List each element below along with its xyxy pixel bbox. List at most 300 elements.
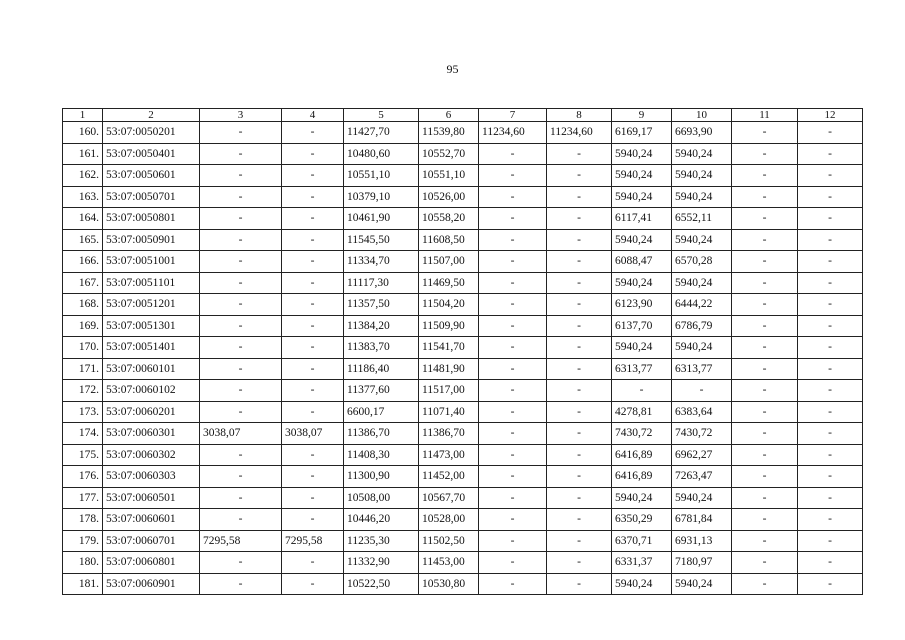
table-cell: - [798, 380, 863, 402]
table-cell: - [282, 487, 344, 509]
table-cell: - [547, 251, 612, 273]
table-cell: 6088,47 [612, 251, 672, 273]
table-cell: 6781,84 [672, 509, 732, 531]
table-cell: - [479, 315, 547, 337]
table-cell: - [798, 358, 863, 380]
table-cell: - [282, 444, 344, 466]
table-cell: - [547, 573, 612, 595]
table-cell: 53:07:0050601 [103, 165, 200, 187]
table-cell: 165. [63, 229, 103, 251]
table-row [63, 401, 863, 423]
table-cell: 53:07:0060601 [103, 509, 200, 531]
table-cell: 11383,70 [344, 337, 419, 359]
table-row [63, 358, 863, 380]
column-header-10: 10 [672, 109, 732, 122]
table-cell: 11502,50 [419, 530, 479, 552]
column-header-12: 12 [798, 109, 863, 122]
table-cell: 53:07:0060301 [103, 423, 200, 445]
table-cell: - [479, 143, 547, 165]
table-cell: 11507,00 [419, 251, 479, 273]
table-cell: - [732, 358, 798, 380]
table-cell: - [479, 337, 547, 359]
table-cell: - [200, 272, 282, 294]
table-cell: 5940,24 [612, 186, 672, 208]
table-cell: - [200, 444, 282, 466]
table-cell: 5940,24 [612, 337, 672, 359]
table-cell: 6552,11 [672, 208, 732, 230]
table-cell: 178. [63, 509, 103, 531]
table-cell: - [479, 272, 547, 294]
table-cell: 6416,89 [612, 466, 672, 488]
table-cell: - [547, 401, 612, 423]
table-cell: - [732, 380, 798, 402]
table-cell: - [282, 358, 344, 380]
table-cell: - [282, 122, 344, 144]
column-header-8: 8 [547, 109, 612, 122]
table-cell: 11545,50 [344, 229, 419, 251]
table-cell: 170. [63, 337, 103, 359]
table-cell: 4278,81 [612, 401, 672, 423]
table-cell: 171. [63, 358, 103, 380]
table-cell: 53:07:0051401 [103, 337, 200, 359]
table-cell: 10552,70 [419, 143, 479, 165]
table-cell: 11234,60 [547, 122, 612, 144]
table-cell: 11541,70 [419, 337, 479, 359]
table-cell: - [200, 466, 282, 488]
table-cell: 5940,24 [612, 272, 672, 294]
table-cell: - [547, 466, 612, 488]
table-cell: - [732, 530, 798, 552]
table-cell: - [479, 487, 547, 509]
table-cell: 11452,00 [419, 466, 479, 488]
table-cell: 11300,90 [344, 466, 419, 488]
table-cell: 53:07:0060801 [103, 552, 200, 574]
table-row [63, 186, 863, 208]
table-cell: 11377,60 [344, 380, 419, 402]
table-row [63, 122, 863, 144]
table-cell: 11473,00 [419, 444, 479, 466]
table-cell: 10558,20 [419, 208, 479, 230]
table-cell: - [798, 143, 863, 165]
table-cell: 11235,30 [344, 530, 419, 552]
table-cell: 53:07:0060501 [103, 487, 200, 509]
table-cell: - [479, 208, 547, 230]
table-cell: - [547, 208, 612, 230]
column-header-7: 7 [479, 109, 547, 122]
table-cell: 6123,90 [612, 294, 672, 316]
table-cell: 179. [63, 530, 103, 552]
table-cell: 53:07:0060901 [103, 573, 200, 595]
column-header-3: 3 [200, 109, 282, 122]
table-cell: 53:07:0050901 [103, 229, 200, 251]
table-cell: - [200, 165, 282, 187]
table-cell: 11469,50 [419, 272, 479, 294]
table-cell: - [547, 358, 612, 380]
table-cell: 7295,58 [282, 530, 344, 552]
table-cell: - [798, 294, 863, 316]
table-cell: - [200, 401, 282, 423]
table-cell: 174. [63, 423, 103, 445]
table-cell: 6962,27 [672, 444, 732, 466]
table-cell: - [547, 337, 612, 359]
table-cell: - [282, 251, 344, 273]
table-cell: 11453,00 [419, 552, 479, 574]
table-cell: 181. [63, 573, 103, 595]
table-cell: - [732, 208, 798, 230]
table-cell: 173. [63, 401, 103, 423]
table-cell: - [798, 509, 863, 531]
table-cell: 10446,20 [344, 509, 419, 531]
table-cell: 6331,37 [612, 552, 672, 574]
table-cell: - [547, 315, 612, 337]
table-cell: 10461,90 [344, 208, 419, 230]
table-cell: 5940,24 [672, 272, 732, 294]
table-cell: - [547, 444, 612, 466]
table-cell: 10526,00 [419, 186, 479, 208]
table-cell: 11384,20 [344, 315, 419, 337]
table-cell: 11332,90 [344, 552, 419, 574]
table-row [63, 251, 863, 273]
table-cell: - [798, 337, 863, 359]
table-cell: - [479, 423, 547, 445]
table-row [63, 208, 863, 230]
table-cell: - [798, 208, 863, 230]
table-cell: 3038,07 [282, 423, 344, 445]
table-cell: 6931,13 [672, 530, 732, 552]
data-table [62, 108, 863, 595]
table-cell: 11509,90 [419, 315, 479, 337]
table-cell: - [732, 337, 798, 359]
table-row [63, 143, 863, 165]
table-row [63, 315, 863, 337]
table-cell: 53:07:0060303 [103, 466, 200, 488]
table-cell: 53:07:0051101 [103, 272, 200, 294]
table-cell: - [798, 423, 863, 445]
table-cell: - [200, 573, 282, 595]
table-cell: 6383,64 [672, 401, 732, 423]
table-cell: - [547, 186, 612, 208]
table-cell: - [732, 251, 798, 273]
table-cell: - [732, 294, 798, 316]
table-cell: - [798, 466, 863, 488]
column-header-6: 6 [419, 109, 479, 122]
table-cell: 6786,79 [672, 315, 732, 337]
table-cell: 11608,50 [419, 229, 479, 251]
table-cell: 10530,80 [419, 573, 479, 595]
table-cell: - [200, 315, 282, 337]
table-cell: 53:07:0051301 [103, 315, 200, 337]
table-cell: - [547, 380, 612, 402]
page-number: 95 [446, 62, 459, 76]
table-cell: - [479, 358, 547, 380]
table-cell: - [798, 530, 863, 552]
table-cell: 10567,70 [419, 487, 479, 509]
table-cell: 5940,24 [672, 573, 732, 595]
table-row [63, 165, 863, 187]
table-cell: 7295,58 [200, 530, 282, 552]
table-cell: - [282, 380, 344, 402]
table-cell: - [732, 143, 798, 165]
table-cell: 161. [63, 143, 103, 165]
table-cell: - [547, 530, 612, 552]
table-cell: 11186,40 [344, 358, 419, 380]
table-cell: - [479, 251, 547, 273]
table-cell: 180. [63, 552, 103, 574]
table-cell: - [732, 401, 798, 423]
table-cell: - [732, 444, 798, 466]
table-cell: 11334,70 [344, 251, 419, 273]
table-cell: - [732, 122, 798, 144]
table-cell: - [200, 552, 282, 574]
table-cell: 6570,28 [672, 251, 732, 273]
table-cell: - [798, 487, 863, 509]
table-cell: 7430,72 [672, 423, 732, 445]
table-row [63, 229, 863, 251]
table-cell: - [200, 294, 282, 316]
table-cell: 6350,29 [612, 509, 672, 531]
table-cell: 162. [63, 165, 103, 187]
table-cell: - [798, 186, 863, 208]
table-cell: 53:07:0060201 [103, 401, 200, 423]
table-cell: - [547, 509, 612, 531]
table-row [63, 272, 863, 294]
table-cell: 177. [63, 487, 103, 509]
header-row [63, 109, 863, 122]
table-cell: - [200, 251, 282, 273]
table-cell: 163. [63, 186, 103, 208]
table-cell: 10480,60 [344, 143, 419, 165]
table-cell: - [732, 573, 798, 595]
table-cell: 10379,10 [344, 186, 419, 208]
table-cell: - [200, 380, 282, 402]
table-cell: 7430,72 [612, 423, 672, 445]
table-cell: - [200, 358, 282, 380]
table-cell: 10551,10 [344, 165, 419, 187]
table-cell: 11357,50 [344, 294, 419, 316]
table-cell: - [798, 229, 863, 251]
table-cell: 11386,70 [344, 423, 419, 445]
table-cell: - [798, 165, 863, 187]
table-cell: 5940,24 [612, 573, 672, 595]
table-cell: - [479, 444, 547, 466]
table-cell: - [282, 509, 344, 531]
table-cell: - [479, 165, 547, 187]
table-cell: - [547, 272, 612, 294]
table-cell: 11234,60 [479, 122, 547, 144]
column-header-9: 9 [612, 109, 672, 122]
table-cell: 5940,24 [612, 229, 672, 251]
table-cell: 5940,24 [672, 487, 732, 509]
table-row [63, 294, 863, 316]
table-cell: 11481,90 [419, 358, 479, 380]
table-cell: 5940,24 [672, 165, 732, 187]
table-cell: 53:07:0050401 [103, 143, 200, 165]
table-cell: - [200, 186, 282, 208]
table-cell: - [479, 573, 547, 595]
table-cell: - [282, 272, 344, 294]
table-cell: 11386,70 [419, 423, 479, 445]
table-cell: - [282, 337, 344, 359]
table-row [63, 380, 863, 402]
table-cell: - [798, 315, 863, 337]
table-cell: - [200, 487, 282, 509]
table-cell: 7263,47 [672, 466, 732, 488]
table-cell: - [798, 552, 863, 574]
table-cell: - [798, 122, 863, 144]
table-cell: - [672, 380, 732, 402]
table-cell: - [479, 552, 547, 574]
table-cell: 3038,07 [200, 423, 282, 445]
table-cell: 53:07:0050801 [103, 208, 200, 230]
table-row [63, 573, 863, 595]
table-cell: - [200, 509, 282, 531]
table-cell: - [732, 229, 798, 251]
table-cell: - [282, 208, 344, 230]
table-cell: - [798, 401, 863, 423]
table-row [63, 337, 863, 359]
table-row [63, 444, 863, 466]
table-cell: 7180,97 [672, 552, 732, 574]
table-cell: 166. [63, 251, 103, 273]
table-cell: 6444,22 [672, 294, 732, 316]
column-header-2: 2 [103, 109, 200, 122]
table-cell: 5940,24 [672, 337, 732, 359]
table-cell: 5940,24 [672, 186, 732, 208]
table-cell: 160. [63, 122, 103, 144]
table-cell: 10508,00 [344, 487, 419, 509]
table-cell: 169. [63, 315, 103, 337]
table-cell: 11117,30 [344, 272, 419, 294]
table-cell: - [200, 122, 282, 144]
column-header-11: 11 [732, 109, 798, 122]
table-cell: - [479, 294, 547, 316]
table-cell: - [732, 423, 798, 445]
table-cell: - [282, 466, 344, 488]
table-cell: - [282, 229, 344, 251]
table-cell: - [282, 315, 344, 337]
table-cell: - [798, 444, 863, 466]
table-cell: 6416,89 [612, 444, 672, 466]
table-cell: 10522,50 [344, 573, 419, 595]
table-cell: - [547, 552, 612, 574]
table-body [63, 122, 863, 595]
table-cell: 6169,17 [612, 122, 672, 144]
table-cell: 5940,24 [672, 143, 732, 165]
table-cell: - [547, 143, 612, 165]
table-cell: 168. [63, 294, 103, 316]
table-cell: 172. [63, 380, 103, 402]
table-cell: 53:07:0050701 [103, 186, 200, 208]
table-cell: - [798, 272, 863, 294]
table-cell: - [200, 208, 282, 230]
table-cell: - [479, 509, 547, 531]
table-cell: 10528,00 [419, 509, 479, 531]
table-cell: 6370,71 [612, 530, 672, 552]
table-cell: - [282, 401, 344, 423]
table-cell: - [547, 165, 612, 187]
table-cell: - [732, 509, 798, 531]
table-row [63, 423, 863, 445]
table-cell: - [732, 186, 798, 208]
table-cell: 11408,30 [344, 444, 419, 466]
table-cell: - [547, 487, 612, 509]
table-cell: 175. [63, 444, 103, 466]
table-cell: - [612, 380, 672, 402]
table-cell: - [282, 186, 344, 208]
table-cell: - [282, 143, 344, 165]
table-cell: - [547, 229, 612, 251]
table-cell: 164. [63, 208, 103, 230]
table-cell: 11517,00 [419, 380, 479, 402]
table-cell: 53:07:0060102 [103, 380, 200, 402]
table-cell: - [282, 165, 344, 187]
table-cell: - [282, 294, 344, 316]
table-cell: - [547, 294, 612, 316]
column-header-4: 4 [282, 109, 344, 122]
table-row [63, 509, 863, 531]
table-cell: - [732, 315, 798, 337]
table-cell: - [479, 401, 547, 423]
table-cell: 6600,17 [344, 401, 419, 423]
table-cell: - [282, 552, 344, 574]
table-row [63, 487, 863, 509]
table-cell: - [547, 423, 612, 445]
table-row [63, 466, 863, 488]
table-cell: - [200, 229, 282, 251]
table-cell: - [732, 487, 798, 509]
table-cell: 5940,24 [612, 143, 672, 165]
table-cell: 11071,40 [419, 401, 479, 423]
table-cell: 11539,80 [419, 122, 479, 144]
table-cell: 6137,70 [612, 315, 672, 337]
table-cell: 53:07:0051001 [103, 251, 200, 273]
table-cell: - [479, 229, 547, 251]
table-cell: 53:07:0060101 [103, 358, 200, 380]
table-cell: 6693,90 [672, 122, 732, 144]
table-cell: 6313,77 [672, 358, 732, 380]
table-cell: 167. [63, 272, 103, 294]
table-row [63, 552, 863, 574]
table-row [63, 530, 863, 552]
column-header-5: 5 [344, 109, 419, 122]
table-cell: 5940,24 [612, 165, 672, 187]
table-cell: 11504,20 [419, 294, 479, 316]
table-cell: - [479, 186, 547, 208]
table-cell: - [798, 573, 863, 595]
table-cell: - [200, 337, 282, 359]
table-cell: 5940,24 [612, 487, 672, 509]
table-cell: - [732, 272, 798, 294]
column-header-1: 1 [63, 109, 103, 122]
table-cell: - [798, 251, 863, 273]
table-cell: 6117,41 [612, 208, 672, 230]
table-cell: - [282, 573, 344, 595]
table-cell: 53:07:0060302 [103, 444, 200, 466]
table-cell: - [732, 165, 798, 187]
table-cell: 10551,10 [419, 165, 479, 187]
table-cell: - [200, 143, 282, 165]
table-cell: 176. [63, 466, 103, 488]
table-cell: 11427,70 [344, 122, 419, 144]
table-cell: 53:07:0060701 [103, 530, 200, 552]
table-cell: - [479, 466, 547, 488]
table-cell: - [479, 530, 547, 552]
table-cell: - [479, 380, 547, 402]
table-cell: 53:07:0051201 [103, 294, 200, 316]
table-cell: - [732, 466, 798, 488]
table-cell: - [732, 552, 798, 574]
table-cell: 5940,24 [672, 229, 732, 251]
